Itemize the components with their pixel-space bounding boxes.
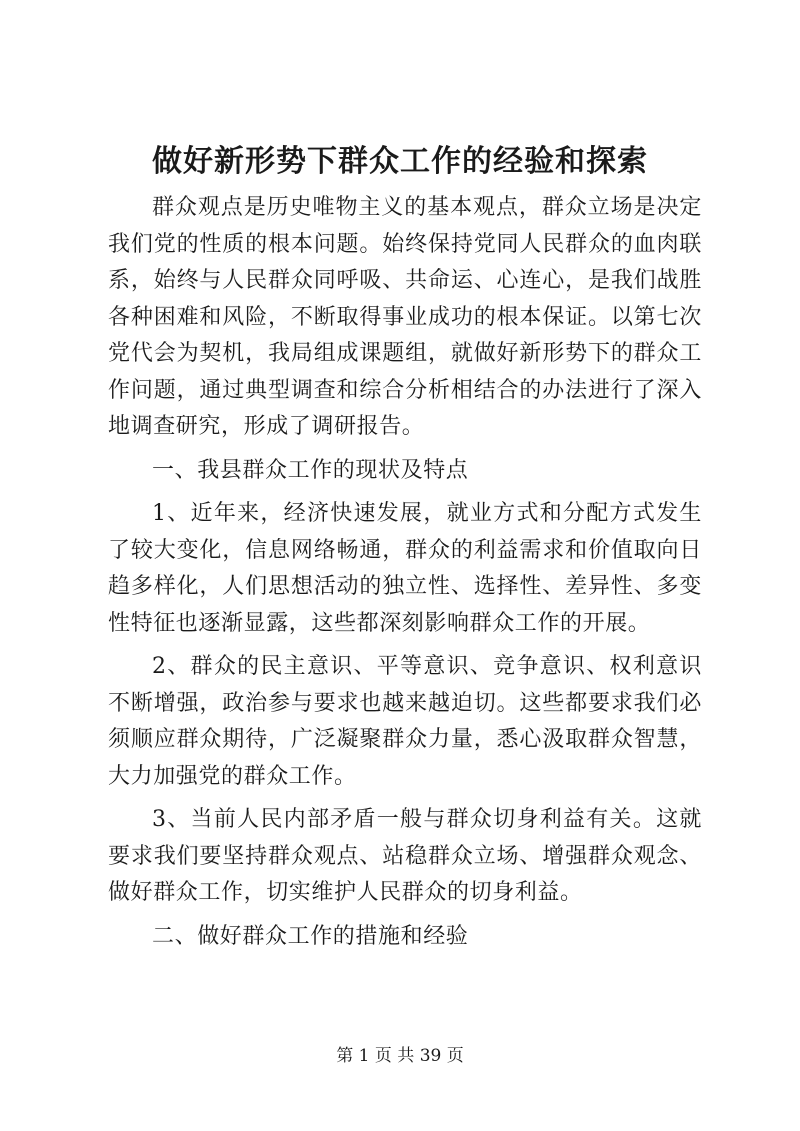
document-title: 做好新形势下群众工作的经验和探索 [152, 144, 648, 179]
point-paragraph-3: 3、当前人民内部矛盾一般与群众切身利益有关。这就要求我们要坚持群众观点、站稳群众立场、增强群众观念、做好群众工作，切实维护人民群众的切身利益。 [108, 807, 702, 905]
point-paragraph-2: 2、群众的民主意识、平等意识、竞争意识、权利意识不断增强，政治参与要求也越来越迫切。这些都要求我们必须顺应群众期待，广泛凝聚群众力量，悉心汲取群众智慧，大力加强党的群众工作。 [108, 654, 702, 789]
section-heading-1: 一、我县群众工作的现状及特点 [152, 457, 469, 483]
intro-paragraph: 群众观点是历史唯物主义的基本观点，群众立场是决定我们党的性质的根本问题。始终保持党同人民群众的血肉联系，始终与人民群众同呼吸、共命运、心连心，是我们战胜各种困难和风险，不断取得事业成功的根本保证。以第七次党代会为契机，我局组成课题组，就做好新形势下的群众工作问题，通过典型调查和综合分析相结合的办法进行了深入地调查研究，形成了调研报告。 [108, 195, 702, 439]
point-paragraph-1: 1、近年来，经济快速发展，就业方式和分配方式发生了较大变化，信息网络畅通，群众的利益需求和价值取向日趋多样化，人们思想活动的独立性、选择性、差异性、多变性特征也逐渐显露，这些都深刻影响群众工作的开展。 [108, 501, 702, 636]
document-body [108, 190, 702, 955]
page-number-footer: 第 1 页 共 39 页 [336, 1046, 464, 1066]
section-heading-2: 二、做好群众工作的措施和经验 [152, 923, 469, 949]
